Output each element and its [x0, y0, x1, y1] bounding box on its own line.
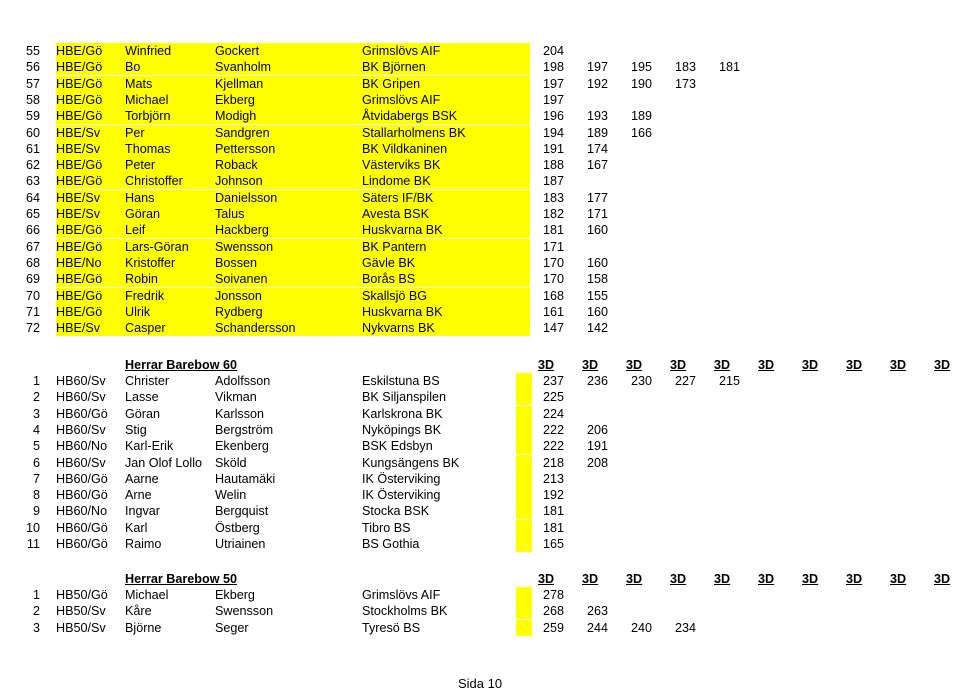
rank-cell: 71: [25, 304, 40, 319]
score-cell: 160: [586, 255, 608, 270]
score-cell: 204: [542, 44, 564, 58]
last-name-cell: Hautamäki: [215, 471, 276, 486]
last-name-cell: Gockert: [215, 44, 260, 58]
score-cell: 240: [630, 620, 652, 635]
rank-cell: 58: [25, 92, 40, 107]
last-name-cell: Welin: [215, 488, 247, 503]
table-row: [0, 503, 960, 519]
last-name-cell: Swensson: [215, 604, 274, 619]
score-cell: 192: [586, 76, 608, 91]
score-cell: 177: [586, 190, 608, 205]
score-cell: 170: [542, 272, 564, 287]
score-cell: 268: [542, 604, 564, 619]
table-row: [0, 92, 960, 108]
first-name-cell: Ingvar: [125, 504, 161, 519]
score-cell: 278: [542, 588, 564, 602]
last-name-cell: Ekenberg: [215, 439, 269, 454]
score-cell: 190: [630, 76, 652, 91]
class-cell: HB60/Gö: [56, 471, 108, 486]
score-cell: 187: [542, 174, 564, 189]
first-name-cell: Ulrik: [125, 304, 151, 319]
last-name-cell: Bergström: [215, 422, 274, 437]
class-cell: HBE/Gö: [56, 272, 103, 287]
column-header-3d: 3D: [934, 358, 951, 372]
club-cell: Västerviks BK: [362, 158, 441, 173]
first-name-cell: Karl-Erik: [125, 439, 174, 454]
last-name-cell: Roback: [215, 158, 258, 173]
last-name-cell: Svanholm: [215, 60, 272, 75]
rank-cell: 67: [25, 239, 40, 254]
club-cell: Grimslövs AIF: [362, 588, 441, 602]
table-row: [0, 43, 960, 59]
rank-cell: 65: [25, 207, 40, 221]
rank-cell: 55: [25, 44, 40, 58]
first-name-cell: Per: [125, 125, 145, 140]
class-cell: HB60/Gö: [56, 406, 108, 421]
rank-cell: 56: [25, 60, 40, 75]
class-cell: HBE/Gö: [56, 239, 103, 254]
last-name-cell: Karlsson: [215, 406, 264, 421]
rank-cell: 10: [25, 520, 40, 535]
last-name-cell: Soivanen: [215, 272, 268, 287]
last-name-cell: Johnson: [215, 174, 263, 189]
rank-cell: 5: [32, 439, 40, 454]
first-name-cell: Mats: [125, 76, 153, 91]
rank-cell: 1: [32, 374, 40, 388]
column-header-3d: 3D: [846, 358, 863, 372]
class-cell: HBE/Sv: [56, 190, 101, 205]
first-name-cell: Stig: [125, 422, 147, 437]
table-row: [0, 304, 960, 320]
rank-cell: 9: [32, 504, 40, 519]
club-cell: Huskvarna BK: [362, 223, 443, 238]
column-header-3d: 3D: [626, 358, 643, 372]
class-cell: HBE/No: [56, 255, 102, 270]
column-header-3d: 3D: [714, 572, 731, 586]
class-cell: HB50/Sv: [56, 620, 106, 635]
rank-cell: 69: [25, 272, 40, 287]
class-cell: HBE/Gö: [56, 158, 103, 173]
score-cell: 237: [542, 374, 564, 388]
last-name-cell: Swensson: [215, 239, 274, 254]
score-cell: 160: [586, 223, 608, 238]
table-row: [0, 108, 960, 124]
class-cell: HB50/Sv: [56, 604, 106, 619]
table-row: [0, 422, 960, 438]
column-header-3d: 3D: [626, 572, 643, 586]
column-header-3d: 3D: [934, 572, 951, 586]
rank-cell: 59: [25, 109, 40, 124]
score-cell: 173: [674, 76, 696, 91]
club-cell: Nyköpings BK: [362, 422, 442, 437]
table-row: [0, 373, 960, 389]
class-cell: HBE/Gö: [56, 223, 103, 238]
first-name-cell: Kåre: [125, 604, 152, 619]
last-name-cell: Pettersson: [215, 141, 276, 156]
table-row: [0, 239, 960, 255]
class-cell: HBE/Gö: [56, 109, 103, 124]
rank-cell: 6: [32, 455, 40, 470]
last-name-cell: Jonsson: [215, 288, 262, 303]
score-cell: 198: [542, 60, 564, 75]
table-row: [0, 471, 960, 487]
rank-cell: 1: [32, 588, 40, 602]
score-cell: 165: [542, 537, 564, 551]
score-cell: 263: [586, 604, 608, 619]
first-name-cell: Karl: [125, 520, 148, 535]
score-cell: 170: [542, 255, 564, 270]
table-row: [0, 271, 960, 287]
class-cell: HB60/Gö: [56, 520, 108, 535]
rank-cell: 66: [25, 223, 40, 238]
score-cell: 142: [586, 321, 608, 336]
score-cell: 195: [630, 60, 652, 75]
section-title: Herrar Barebow 60: [125, 358, 237, 372]
score-cell: 171: [542, 239, 564, 254]
class-cell: HB50/Gö: [56, 588, 108, 602]
score-cell: 158: [586, 272, 608, 287]
header-year: 2015: [474, 14, 506, 30]
first-name-cell: Kristoffer: [125, 255, 176, 270]
rank-cell: 61: [25, 141, 40, 156]
score-cell: 183: [674, 60, 696, 75]
first-name-cell: Michael: [125, 92, 169, 107]
table-row: [0, 406, 960, 422]
table-row: [0, 173, 960, 189]
class-cell: HBE/Gö: [56, 60, 103, 75]
column-header-3d: 3D: [802, 572, 819, 586]
score-cell: 174: [586, 141, 608, 156]
score-cell: 167: [586, 158, 608, 173]
score-cell: 181: [542, 504, 564, 519]
last-name-cell: Bergquist: [215, 504, 269, 519]
score-cell: 183: [542, 190, 564, 205]
score-cell: 225: [542, 390, 564, 405]
rank-cell: 7: [32, 471, 40, 486]
first-name-cell: Michael: [125, 588, 169, 602]
first-name-cell: Aarne: [125, 471, 159, 486]
score-cell: 171: [586, 207, 608, 221]
rank-cell: 62: [25, 158, 40, 173]
class-cell: HBE/Gö: [56, 174, 103, 189]
club-cell: Grimslövs AIF: [362, 92, 441, 107]
page-header: [0, 0, 960, 28]
rank-cell: 3: [32, 406, 40, 421]
club-cell: Grimslövs AIF: [362, 44, 441, 58]
rank-cell: 72: [25, 321, 40, 336]
score-cell: 194: [542, 125, 564, 140]
score-cell: 166: [630, 125, 652, 140]
score-cell: 224: [542, 406, 564, 421]
class-cell: HBE/Sv: [56, 321, 101, 336]
class-cell: HB60/Sv: [56, 422, 106, 437]
class-cell: HBE/Gö: [56, 288, 103, 303]
page-number: Sida 10: [457, 676, 503, 691]
club-cell: Karlskrona BK: [362, 406, 443, 421]
class-cell: HB60/Sv: [56, 390, 106, 405]
class-cell: HB60/Sv: [56, 374, 106, 388]
first-name-cell: Robin: [125, 272, 158, 287]
column-header-3d: 3D: [758, 572, 775, 586]
score-cell: 213: [542, 471, 564, 486]
score-cell: 196: [542, 109, 564, 124]
class-cell: HBE/Gö: [56, 304, 103, 319]
score-cell: 208: [586, 455, 608, 470]
score-cell: 206: [586, 422, 608, 437]
score-cell: 197: [586, 60, 608, 75]
rank-cell: 57: [25, 76, 40, 91]
first-name-cell: Christoffer: [125, 174, 183, 189]
header-title: BAROMETERN: [442, 0, 541, 16]
column-header-3d: 3D: [582, 358, 599, 372]
table-row: [0, 620, 960, 636]
club-cell: BK Pantern: [362, 239, 427, 254]
club-cell: BS Gothia: [362, 537, 420, 551]
club-cell: Borås BS: [362, 272, 416, 287]
first-name-cell: Jan Olof Lollo: [125, 455, 203, 470]
score-cell: 147: [542, 321, 564, 336]
last-name-cell: Ekberg: [215, 92, 255, 107]
score-cell: 192: [542, 488, 564, 503]
club-cell: Säters IF/BK: [362, 190, 434, 205]
first-name-cell: Peter: [125, 158, 156, 173]
last-name-cell: Talus: [215, 207, 245, 221]
first-name-cell: Lasse: [125, 390, 159, 405]
rank-cell: 63: [25, 174, 40, 189]
last-name-cell: Seger: [215, 620, 249, 635]
score-cell: 218: [542, 455, 564, 470]
score-cell: 181: [542, 520, 564, 535]
rank-cell: 60: [25, 125, 40, 140]
club-cell: Åtvidabergs BSK: [362, 109, 458, 124]
first-name-cell: Göran: [125, 406, 161, 421]
first-name-cell: Björne: [125, 620, 162, 635]
table-row: [0, 487, 960, 503]
rank-cell: 4: [32, 422, 40, 437]
score-cell: 193: [586, 109, 608, 124]
club-cell: BK Gripen: [362, 76, 421, 91]
club-cell: Eskilstuna BS: [362, 374, 440, 388]
column-header-3d: 3D: [582, 572, 599, 586]
class-cell: HB60/Gö: [56, 488, 108, 503]
class-cell: HB60/No: [56, 504, 108, 519]
score-cell: 189: [586, 125, 608, 140]
first-name-cell: Arne: [125, 488, 152, 503]
class-cell: HBE/Gö: [56, 44, 103, 58]
last-name-cell: Kjellman: [215, 76, 264, 91]
last-name-cell: Sandgren: [215, 125, 270, 140]
table-row: [0, 438, 960, 454]
score-cell: 161: [542, 304, 564, 319]
club-cell: Tibro BS: [362, 520, 411, 535]
last-name-cell: Schandersson: [215, 321, 296, 336]
score-cell: 236: [586, 374, 608, 388]
column-header-3d: 3D: [890, 358, 907, 372]
column-header-3d: 3D: [758, 358, 775, 372]
table-row: [0, 157, 960, 173]
table-row: [0, 222, 960, 238]
table-row: [0, 141, 960, 157]
club-cell: Stockholms BK: [362, 604, 448, 619]
club-cell: Huskvarna BK: [362, 304, 443, 319]
section-title: Herrar Barebow 50: [125, 572, 237, 586]
table-row: [0, 389, 960, 405]
club-cell: BSK Edsbyn: [362, 439, 433, 454]
score-cell: 188: [542, 158, 564, 173]
score-cell: 227: [674, 374, 696, 388]
last-name-cell: Östberg: [215, 520, 260, 535]
club-cell: Kungsängens BK: [362, 455, 460, 470]
rank-cell: 2: [32, 390, 40, 405]
table-row: [0, 125, 960, 141]
first-name-cell: Leif: [125, 223, 146, 238]
first-name-cell: Thomas: [125, 141, 171, 156]
column-header-3d: 3D: [846, 572, 863, 586]
column-header-3d: 3D: [538, 358, 555, 372]
club-cell: Avesta BSK: [362, 207, 429, 221]
rank-cell: 8: [32, 488, 40, 503]
class-cell: HBE/Sv: [56, 141, 101, 156]
score-cell: 155: [586, 288, 608, 303]
table-row: [0, 206, 960, 222]
column-header-3d: 3D: [538, 572, 555, 586]
club-cell: Gävle BK: [362, 255, 416, 270]
rank-cell: 64: [25, 190, 40, 205]
score-cell: 230: [630, 374, 652, 388]
last-name-cell: Hackberg: [215, 223, 269, 238]
first-name-cell: Göran: [125, 207, 161, 221]
first-name-cell: Bo: [125, 60, 141, 75]
score-cell: 191: [586, 439, 608, 454]
section-header: [0, 357, 960, 373]
club-cell: Tyresö BS: [362, 620, 421, 635]
score-cell: 181: [542, 223, 564, 238]
score-cell: 234: [674, 620, 696, 635]
column-header-3d: 3D: [802, 358, 819, 372]
table-row: [0, 76, 960, 92]
rank-cell: 3: [32, 620, 40, 635]
club-cell: Stallarholmens BK: [362, 125, 466, 140]
score-cell: 189: [630, 109, 652, 124]
score-cell: 182: [542, 207, 564, 221]
first-name-cell: Casper: [125, 321, 166, 336]
score-cell: 244: [586, 620, 608, 635]
table-row: [0, 255, 960, 271]
class-cell: HBE/Sv: [56, 207, 101, 221]
first-name-cell: Christer: [125, 374, 170, 388]
class-cell: HBE/Gö: [56, 92, 103, 107]
rank-cell: 11: [26, 537, 40, 551]
first-name-cell: Lars-Göran: [125, 239, 189, 254]
last-name-cell: Rydberg: [215, 304, 263, 319]
table-row: [0, 520, 960, 536]
column-header-3d: 3D: [670, 358, 687, 372]
club-cell: Nykvarns BK: [362, 321, 435, 336]
first-name-cell: Hans: [125, 190, 155, 205]
score-cell: 222: [542, 422, 564, 437]
class-cell: HB60/No: [56, 439, 108, 454]
club-cell: Stocka BSK: [362, 504, 430, 519]
table-row: [0, 603, 960, 619]
last-name-cell: Sköld: [215, 455, 247, 470]
table-row: [0, 536, 960, 552]
table-row: [0, 59, 960, 75]
last-name-cell: Adolfsson: [215, 374, 271, 388]
club-cell: BK Björnen: [362, 60, 426, 75]
column-header-3d: 3D: [714, 358, 731, 372]
table-row: [0, 455, 960, 471]
score-cell: 222: [542, 439, 564, 454]
club-cell: IK Österviking: [362, 471, 441, 486]
score-cell: 181: [718, 60, 740, 75]
last-name-cell: Danielsson: [215, 190, 278, 205]
table-row: [0, 288, 960, 304]
score-cell: 191: [542, 141, 564, 156]
score-cell: 197: [542, 92, 564, 107]
last-name-cell: Utriainen: [215, 537, 266, 551]
class-cell: HB60/Gö: [56, 537, 108, 551]
table-row: [0, 190, 960, 206]
first-name-cell: Raimo: [125, 537, 162, 551]
score-cell: 197: [542, 76, 564, 91]
club-cell: Lindome BK: [362, 174, 431, 189]
table-row: [0, 587, 960, 603]
first-name-cell: Winfried: [125, 44, 172, 58]
score-cell: 259: [542, 620, 564, 635]
column-header-3d: 3D: [890, 572, 907, 586]
class-cell: HB60/Sv: [56, 455, 106, 470]
rank-cell: 2: [32, 604, 40, 619]
section-header: [0, 571, 960, 587]
score-cell: 215: [718, 374, 740, 388]
last-name-cell: Bossen: [215, 255, 258, 270]
score-cell: 160: [586, 304, 608, 319]
last-name-cell: Ekberg: [215, 588, 255, 602]
first-name-cell: Fredrik: [125, 288, 165, 303]
last-name-cell: Vikman: [215, 390, 257, 405]
class-cell: HBE/Gö: [56, 76, 103, 91]
club-cell: IK Österviking: [362, 488, 441, 503]
table-row: [0, 320, 960, 336]
club-cell: BK Siljanspilen: [362, 390, 447, 405]
club-cell: BK Vildkaninen: [362, 141, 448, 156]
club-cell: Skallsjö BG: [362, 288, 428, 303]
class-cell: HBE/Sv: [56, 125, 101, 140]
rank-cell: 68: [25, 255, 40, 270]
rank-cell: 70: [25, 288, 40, 303]
last-name-cell: Modigh: [215, 109, 257, 124]
header-date: 2015-09-30: [0, 0, 72, 16]
first-name-cell: Torbjörn: [125, 109, 171, 124]
column-header-3d: 3D: [670, 572, 687, 586]
score-cell: 168: [542, 288, 564, 303]
